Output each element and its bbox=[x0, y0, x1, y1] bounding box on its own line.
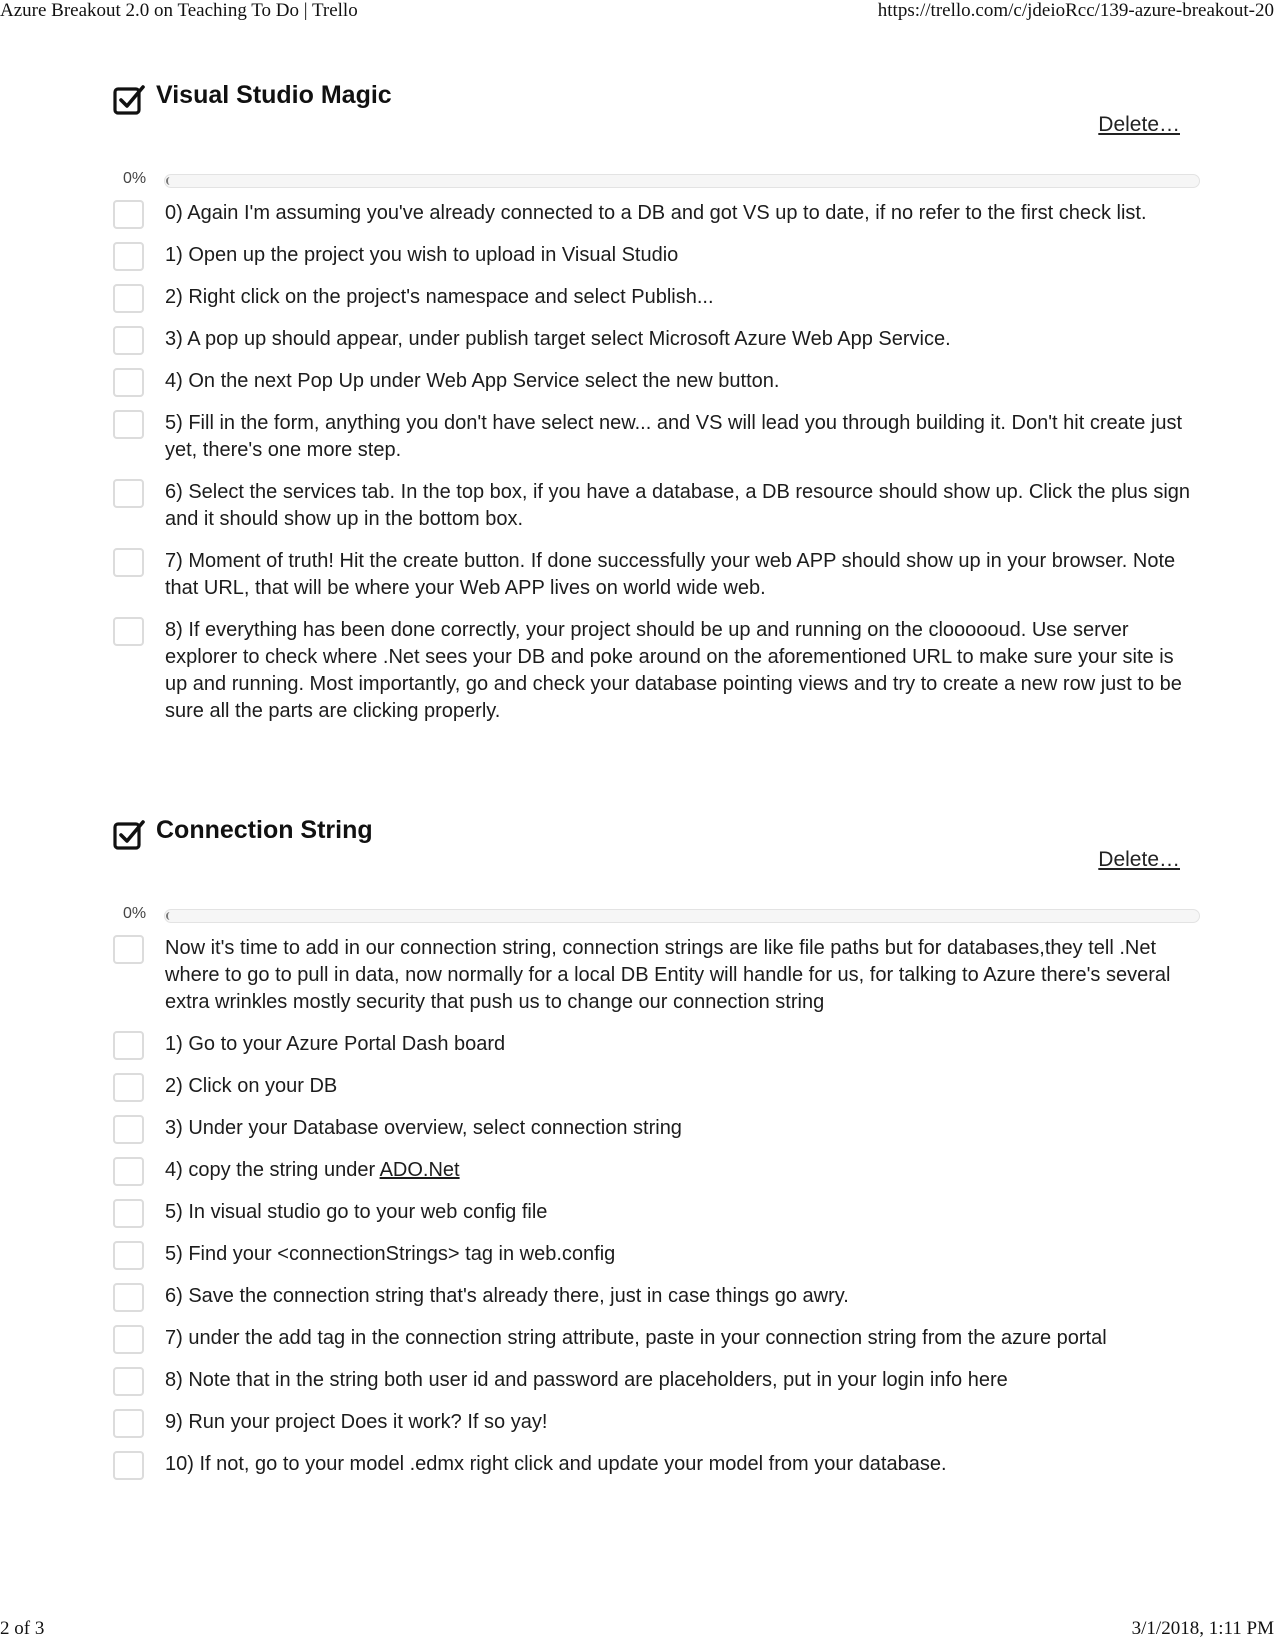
ado-net-link[interactable]: ADO.Net bbox=[379, 1159, 460, 1181]
print-header bbox=[0, 0, 1274, 26]
item-text: 5) Fill in the form, anything you don't have select new... and VS will lead you through building it. Don't hit create just yet, there's one more step. bbox=[165, 412, 1183, 461]
item-text: 3) A pop up should appear, under publish target select Microsoft Azure Web App Service. bbox=[165, 328, 951, 350]
print-page-number: 2 of 3 bbox=[0, 1618, 45, 1639]
checklist-item[interactable] bbox=[113, 326, 1200, 368]
checklist-item[interactable] bbox=[113, 1367, 1200, 1409]
checklist-item[interactable] bbox=[113, 1115, 1200, 1157]
checklist-title: Connection String bbox=[156, 816, 373, 844]
checklist-item[interactable] bbox=[113, 1325, 1200, 1367]
item-text: 10) If not, go to your model .edmx right click and update your model from your database. bbox=[165, 1453, 947, 1475]
checklist-item[interactable] bbox=[113, 1241, 1200, 1283]
checklist-header bbox=[113, 813, 1200, 905]
item-text: 6) Save the connection string that's already there, just in case things go awry. bbox=[165, 1285, 849, 1307]
item-checkbox[interactable] bbox=[113, 1241, 144, 1270]
checklist-item[interactable] bbox=[113, 617, 1200, 740]
checklist-item[interactable] bbox=[113, 935, 1200, 1031]
item-text: 2) Click on your DB bbox=[165, 1075, 338, 1097]
item-text bbox=[165, 1157, 1200, 1184]
checklist-item[interactable] bbox=[113, 200, 1200, 242]
item-checkbox[interactable] bbox=[113, 617, 144, 646]
checklist-item[interactable] bbox=[113, 1073, 1200, 1115]
checklist-item[interactable] bbox=[113, 1031, 1200, 1073]
item-checkbox[interactable] bbox=[113, 479, 144, 508]
item-checkbox[interactable] bbox=[113, 1073, 144, 1102]
item-checkbox[interactable] bbox=[113, 1409, 144, 1438]
checklist-item[interactable] bbox=[113, 410, 1200, 479]
item-checkbox[interactable] bbox=[113, 1157, 144, 1186]
progress-bar bbox=[164, 909, 1200, 923]
checklist-item[interactable] bbox=[113, 479, 1200, 548]
progress-percent: 0% bbox=[123, 170, 147, 187]
checklist-item[interactable] bbox=[113, 1409, 1200, 1451]
item-checkbox[interactable] bbox=[113, 1325, 144, 1354]
checklist-visual-studio-magic bbox=[113, 78, 1200, 740]
checklist-icon bbox=[113, 819, 145, 851]
item-checkbox[interactable] bbox=[113, 1031, 144, 1060]
print-page-url: https://trello.com/c/jdeioRcc/139-azure-breakout-20 bbox=[877, 0, 1274, 21]
item-checkbox[interactable] bbox=[113, 284, 144, 313]
checklist-item[interactable] bbox=[113, 1283, 1200, 1325]
delete-checklist-link[interactable]: Delete… bbox=[1098, 848, 1180, 871]
checklist-header bbox=[113, 78, 1200, 170]
checklist-item[interactable] bbox=[113, 1199, 1200, 1241]
item-checkbox[interactable] bbox=[113, 200, 144, 229]
item-text: 7) Moment of truth! Hit the create button. If done successfully your web APP should show up in your browser. Note that URL, that will be where your Web APP lives on world wide web. bbox=[165, 550, 1176, 599]
item-checkbox[interactable] bbox=[113, 410, 144, 439]
checklist-item[interactable] bbox=[113, 1451, 1200, 1493]
item-text: 0) Again I'm assuming you've already connected to a DB and got VS up to date, if no refer to the first check list. bbox=[165, 202, 1147, 224]
item-text: 4) On the next Pop Up under Web App Service select the new button. bbox=[165, 370, 780, 392]
checklist-item[interactable] bbox=[113, 242, 1200, 284]
checklist-items bbox=[113, 935, 1200, 1493]
print-page-title: Azure Breakout 2.0 on Teaching To Do | Trello bbox=[0, 0, 358, 21]
progress-bar bbox=[164, 174, 1200, 188]
checklist-item[interactable] bbox=[113, 284, 1200, 326]
item-checkbox[interactable] bbox=[113, 242, 144, 271]
item-text: 5) Find your <connectionStrings> tag in web.config bbox=[165, 1243, 616, 1265]
item-checkbox[interactable] bbox=[113, 1115, 144, 1144]
item-text: 1) Open up the project you wish to upload in Visual Studio bbox=[165, 244, 679, 266]
item-text-prefix: 4) copy the string under bbox=[165, 1159, 380, 1181]
print-timestamp: 3/1/2018, 1:11 PM bbox=[1131, 1618, 1274, 1639]
item-checkbox[interactable] bbox=[113, 1283, 144, 1312]
item-checkbox[interactable] bbox=[113, 326, 144, 355]
checklist-progress bbox=[113, 905, 1200, 935]
item-checkbox[interactable] bbox=[113, 1199, 144, 1228]
checklist-title: Visual Studio Magic bbox=[156, 81, 392, 109]
delete-checklist-link[interactable]: Delete… bbox=[1098, 113, 1180, 136]
item-text: 7) under the add tag in the connection string attribute, paste in your connection string from the azure portal bbox=[165, 1327, 1107, 1349]
item-text: 1) Go to your Azure Portal Dash board bbox=[165, 1033, 506, 1055]
item-checkbox[interactable] bbox=[113, 935, 144, 964]
checklist-progress bbox=[113, 170, 1200, 200]
checklist-items bbox=[113, 200, 1200, 740]
item-checkbox[interactable] bbox=[113, 1367, 144, 1396]
item-text: 5) In visual studio go to your web config file bbox=[165, 1201, 548, 1223]
item-text: 2) Right click on the project's namespace and select Publish... bbox=[165, 286, 714, 308]
item-checkbox[interactable] bbox=[113, 548, 144, 577]
progress-percent: 0% bbox=[123, 905, 147, 922]
checklist-icon bbox=[113, 84, 145, 116]
print-footer bbox=[0, 1618, 1274, 1644]
checklist-item[interactable] bbox=[113, 368, 1200, 410]
checklist-item[interactable] bbox=[113, 548, 1200, 617]
checklist-connection-string bbox=[113, 813, 1200, 1493]
item-text: 8) Note that in the string both user id and password are placeholders, put in your login info here bbox=[165, 1369, 1008, 1391]
item-checkbox[interactable] bbox=[113, 368, 144, 397]
item-text: Now it's time to add in our connection string, connection strings are like file paths but for databases,they tell .Net where to go to pull in data, now normally for a local DB Entity will handle for us, for talking to Azure there's several extra wrinkles mostly security that push us to change our connection string bbox=[165, 937, 1171, 1013]
item-text: 9) Run your project Does it work? If so yay! bbox=[165, 1411, 548, 1433]
item-text: 8) If everything has been done correctly, your project should be up and running on the cloooooud. Use server explorer to check where .Net sees your DB and poke around on the aforementioned URL to make sure your site is up and running. Most importantly, go and check your database pointing views and try to create a new row just to be sure all the parts are clicking properly. bbox=[165, 619, 1182, 722]
item-text: 6) Select the services tab. In the top box, if you have a database, a DB resource should show up. Click the plus sign and it should show up in the bottom box. bbox=[165, 481, 1191, 530]
checklist-item[interactable] bbox=[113, 1157, 1200, 1199]
item-text: 3) Under your Database overview, select connection string bbox=[165, 1117, 682, 1139]
item-checkbox[interactable] bbox=[113, 1451, 144, 1480]
